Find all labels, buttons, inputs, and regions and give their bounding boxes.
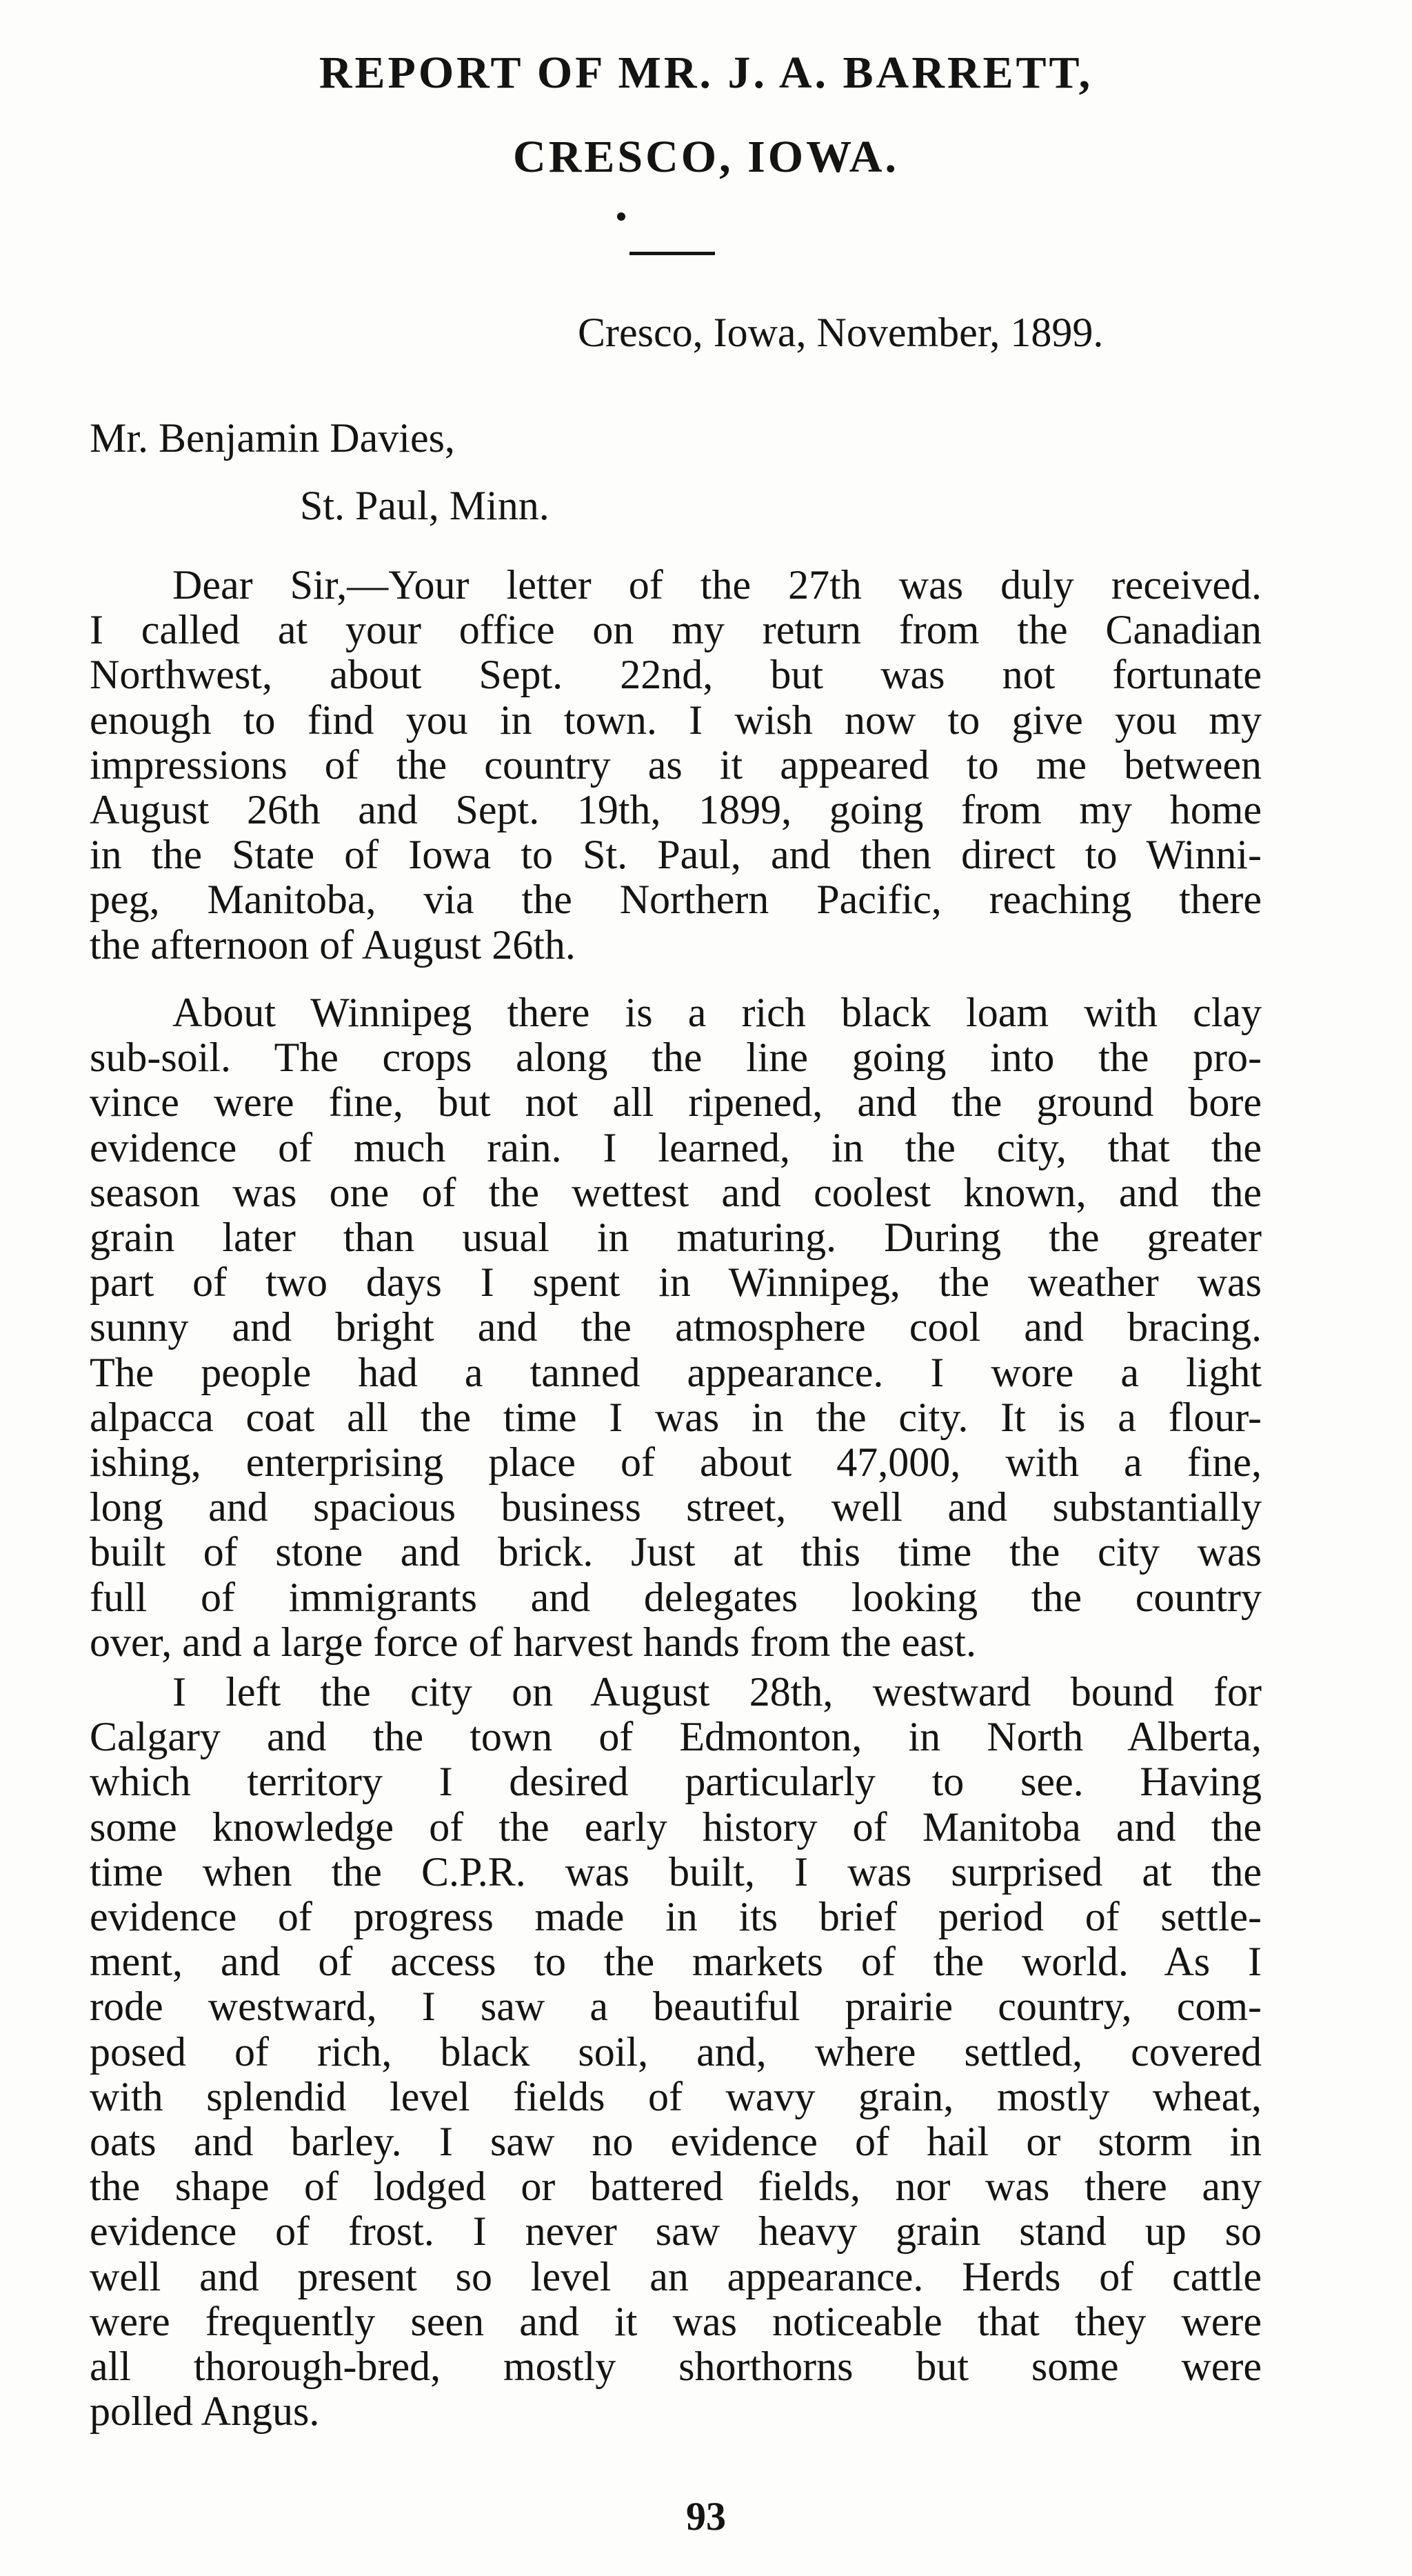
text-line: ishing, enterprising place of about 47,000, with a fine, bbox=[90, 1439, 1262, 1485]
text-line: I called at your office on my return from the Canadian bbox=[90, 607, 1262, 653]
text-line: ment, and of access to the markets of the world. As I bbox=[90, 1939, 1262, 1985]
text-line: Northwest, about Sept. 22nd, but was not fortunate bbox=[90, 652, 1262, 698]
text-line: Dear Sir,—Your letter of the 27th was duly received. bbox=[172, 562, 1262, 608]
text-line: grain later than usual in maturing. During the greater bbox=[90, 1215, 1262, 1260]
text-line: peg, Manitoba, via the Northern Pacific, reaching there bbox=[90, 877, 1262, 923]
text-line: full of immigrants and delegates looking the country bbox=[90, 1574, 1262, 1620]
text-line: well and present so level an appearance. Herds of cattle bbox=[90, 2253, 1262, 2299]
text-line: all thorough-bred, mostly shorthorns but some were bbox=[90, 2344, 1262, 2389]
addressee-name: Mr. Benjamin Davies, bbox=[90, 415, 455, 461]
text-line: polled Angus. bbox=[90, 2388, 320, 2435]
ornament-dot bbox=[617, 212, 625, 221]
text-line: evidence of much rain. I learned, in the city, that the bbox=[90, 1124, 1262, 1170]
text-line: vince were fine, but not all ripened, and the ground bore bbox=[90, 1079, 1262, 1126]
text-line: the afternoon of August 26th. bbox=[90, 921, 576, 968]
text-line: built of stone and brick. Just at this time the city was bbox=[90, 1529, 1262, 1575]
text-line: About Winnipeg there is a rich black loam with clay bbox=[172, 990, 1262, 1035]
text-line: long and spacious business street, well and substantially bbox=[90, 1484, 1262, 1530]
text-line: Calgary and the town of Edmonton, in North Alberta, bbox=[90, 1714, 1262, 1760]
text-line: enough to find you in town. I wish now to give you my bbox=[90, 697, 1262, 743]
title-rule bbox=[629, 252, 715, 255]
addressee-city: St. Paul, Minn. bbox=[300, 483, 549, 528]
text-line: alpacca coat all the time I was in the city. It is a flour- bbox=[90, 1394, 1262, 1440]
text-line: sunny and bright and the atmosphere cool and bracing. bbox=[90, 1304, 1262, 1350]
text-line: oats and barley. I saw no evidence of hail or storm in bbox=[90, 2119, 1262, 2164]
text-line: some knowledge of the early history of Manitoba and the bbox=[90, 1804, 1262, 1850]
text-line: sub-soil. The crops along the line going into the pro- bbox=[90, 1035, 1262, 1081]
text-line: August 26th and Sept. 19th, 1899, going from my home bbox=[90, 787, 1262, 832]
text-line: evidence of frost. I never saw heavy grain stand up so bbox=[90, 2208, 1262, 2255]
report-title: REPORT OF MR. J. A. BARRETT, bbox=[319, 48, 1093, 98]
text-line: over, and a large force of harvest hands from the east. bbox=[90, 1619, 976, 1665]
text-line: with splendid level fields of wavy grain, mostly wheat, bbox=[90, 2073, 1262, 2119]
text-line: time when the C.P.R. was built, I was surprised at the bbox=[90, 1848, 1262, 1895]
text-line: rode westward, I saw a beautiful prairie country, com- bbox=[90, 1984, 1262, 2030]
text-line: season was one of the wettest and coolest known, and the bbox=[90, 1169, 1262, 1215]
page-number: 93 bbox=[686, 2494, 726, 2539]
text-line: The people had a tanned appearance. I wore a light bbox=[90, 1349, 1262, 1395]
text-line: were frequently seen and it was noticeable that they were bbox=[90, 2298, 1262, 2344]
text-line: which territory I desired particularly to see. Having bbox=[90, 1759, 1262, 1805]
text-line: the shape of lodged or battered fields, nor was there any bbox=[90, 2164, 1262, 2210]
report-subtitle: CRESCO, IOWA. bbox=[513, 132, 899, 182]
text-line: impressions of the country as it appeared to me between bbox=[90, 741, 1262, 788]
text-line: evidence of progress made in its brief period of settle- bbox=[90, 1894, 1262, 1939]
text-line: in the State of Iowa to St. Paul, and then direct to Winni- bbox=[90, 832, 1262, 878]
text-line: posed of rich, black soil, and, where settled, covered bbox=[90, 2028, 1262, 2075]
text-line: I left the city on August 28th, westward bound for bbox=[172, 1669, 1262, 1715]
dateline: Cresco, Iowa, November, 1899. bbox=[578, 310, 1104, 355]
text-line: part of two days I spent in Winnipeg, the weather was bbox=[90, 1259, 1262, 1306]
